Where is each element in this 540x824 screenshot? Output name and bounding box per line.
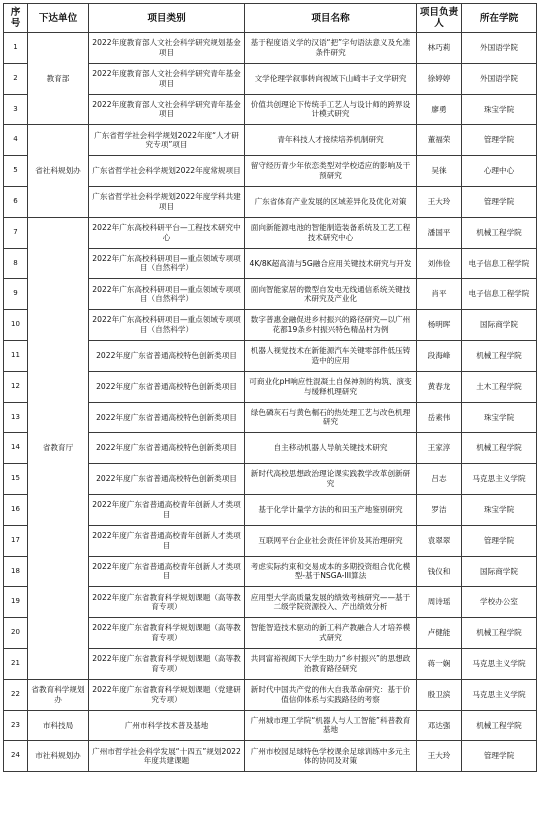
row-number: 6 xyxy=(4,186,28,217)
project-category: 2022年度广东省普通高校特色创新类项目 xyxy=(89,371,245,402)
row-number: 14 xyxy=(4,433,28,464)
project-leader: 王家淳 xyxy=(417,433,462,464)
header-row xyxy=(4,4,537,33)
project-name: 面向新能源电池的智能制造装备系统及工艺工程技术研究中心 xyxy=(245,217,417,248)
header-unit: 下达单位 xyxy=(28,4,89,33)
header-leader: 项目负责人 xyxy=(417,4,462,33)
row-number: 11 xyxy=(4,340,28,371)
college: 管理学院 xyxy=(462,525,537,556)
project-category: 2022年广东高校科研项目—重点领域专项项目（自然科学） xyxy=(89,279,245,310)
college: 管理学院 xyxy=(462,186,537,217)
project-name: 基于程度语义学的汉语“把”字句语法意义及允准条件研究 xyxy=(245,33,417,64)
project-name: 应用型大学高质量发展的绩效考核研究——基于二级学院资源投入、产出绩效分析 xyxy=(245,587,417,618)
project-name: 绿色磷灰石与黄色榍石的热处理工艺与改色机理研究 xyxy=(245,402,417,433)
project-leader: 吕志 xyxy=(417,464,462,495)
project-category: 2022年度广东省普通高校青年创新人才类项目 xyxy=(89,556,245,587)
row-number: 18 xyxy=(4,556,28,587)
project-category: 2022年度广东省普通高校青年创新人才类项目 xyxy=(89,525,245,556)
college: 心理中心 xyxy=(462,156,537,187)
issuing-unit: 省社科规划办 xyxy=(28,125,89,217)
project-name: 互联网平台企业社会责任评价及其治理研究 xyxy=(245,525,417,556)
issuing-unit: 市科技局 xyxy=(28,710,89,741)
row-number: 23 xyxy=(4,710,28,741)
project-name: 考虑实际约束和交易成本的多期投资组合优化模型-基于NSGA-III算法 xyxy=(245,556,417,587)
row-number: 2 xyxy=(4,63,28,94)
row-number: 4 xyxy=(4,125,28,156)
row-number: 10 xyxy=(4,310,28,341)
project-leader: 蒋一娴 xyxy=(417,648,462,679)
row-number: 20 xyxy=(4,618,28,649)
issuing-unit: 省教育科学规划办 xyxy=(28,679,89,710)
project-category: 2022年度广东省普通高校特色创新类项目 xyxy=(89,433,245,464)
project-leader: 廖勇 xyxy=(417,94,462,125)
project-category: 广东省哲学社会科学规划2022年度学科共建项目 xyxy=(89,186,245,217)
college: 机械工程学院 xyxy=(462,433,537,464)
row-number: 9 xyxy=(4,279,28,310)
project-name: 共同富裕视阈下大学生助力“乡村振兴”的思想政治教育路径研究 xyxy=(245,648,417,679)
project-name: 留守经历青少年依恋类型对学校适应的影响及干预研究 xyxy=(245,156,417,187)
project-leader: 董福荣 xyxy=(417,125,462,156)
table-row xyxy=(4,741,537,772)
project-name: 数字普惠金融促进乡村振兴的路径研究—以广州花都19条乡村振兴特色精品村为例 xyxy=(245,310,417,341)
header-no: 序号 xyxy=(4,4,28,33)
college: 马克思主义学院 xyxy=(462,679,537,710)
college: 外国语学院 xyxy=(462,33,537,64)
issuing-unit: 教育部 xyxy=(28,33,89,125)
table-row xyxy=(4,217,537,248)
college: 马克思主义学院 xyxy=(462,464,537,495)
project-leader: 岳素伟 xyxy=(417,402,462,433)
project-category: 2022年度教育部人文社会科学研究规划基金项目 xyxy=(89,33,245,64)
college: 国际商学院 xyxy=(462,310,537,341)
project-name: 可商业化pH响应性混凝土自保神剂的构筑、演变与缓释机理研究 xyxy=(245,371,417,402)
row-number: 13 xyxy=(4,402,28,433)
row-number: 7 xyxy=(4,217,28,248)
row-number: 12 xyxy=(4,371,28,402)
project-leader: 钱仪和 xyxy=(417,556,462,587)
project-category: 2022年度广东省普通高校特色创新类项目 xyxy=(89,402,245,433)
project-category: 广东省哲学社会科学规划2022年度常规项目 xyxy=(89,156,245,187)
project-name: 自主移动机器人导航关键技术研究 xyxy=(245,433,417,464)
project-leader: 林巧莉 xyxy=(417,33,462,64)
table-body xyxy=(4,33,537,772)
project-category: 广州市科学技术普及基地 xyxy=(89,710,245,741)
project-category: 2022年广东高校科研项目—重点领域专项项目（自然科学） xyxy=(89,310,245,341)
project-leader: 刘伟俭 xyxy=(417,248,462,279)
college: 马克思主义学院 xyxy=(462,648,537,679)
project-category: 2022年度教育部人文社会科学研究青年基金项目 xyxy=(89,63,245,94)
college: 管理学院 xyxy=(462,125,537,156)
project-name: 智能智造技术驱动的新工科产教融合人才培养模式研究 xyxy=(245,618,417,649)
row-number: 8 xyxy=(4,248,28,279)
project-name: 4K/8K超高清与5G融合应用关键技术研究与开发 xyxy=(245,248,417,279)
college: 珠宝学院 xyxy=(462,494,537,525)
issuing-unit: 市社科规划办 xyxy=(28,741,89,772)
project-category: 2022年度广东省普通高校特色创新类项目 xyxy=(89,464,245,495)
project-name: 广州城市理工学院“机器人与人工智能”科普教育基地 xyxy=(245,710,417,741)
project-leader: 殷卫滨 xyxy=(417,679,462,710)
row-number: 19 xyxy=(4,587,28,618)
table-row xyxy=(4,679,537,710)
project-category: 2022年度广东省教育科学规划课题（高等教育专项） xyxy=(89,648,245,679)
row-number: 21 xyxy=(4,648,28,679)
project-category: 2022年度广东省教育科学规划课题（党建研究专项） xyxy=(89,679,245,710)
project-name: 广东省体育产业发展的区域差异化及优化对策 xyxy=(245,186,417,217)
row-number: 17 xyxy=(4,525,28,556)
project-category: 2022年度广东省教育科学规划课题（高等教育专项） xyxy=(89,618,245,649)
project-name: 广州市校园足球特色学校课余足球训练中多元主体的协同及对策 xyxy=(245,741,417,772)
table-row xyxy=(4,33,537,64)
project-category: 2022年广东高校科研平台—工程技术研究中心 xyxy=(89,217,245,248)
project-category: 2022年广东高校科研项目—重点领域专项项目（自然科学） xyxy=(89,248,245,279)
project-leader: 王大玲 xyxy=(417,741,462,772)
project-leader: 吴徕 xyxy=(417,156,462,187)
header-college: 所在学院 xyxy=(462,4,537,33)
project-leader: 徐婷婷 xyxy=(417,63,462,94)
college: 珠宝学院 xyxy=(462,94,537,125)
project-category: 2022年度广东省教育科学规划课题（高等教育专项） xyxy=(89,587,245,618)
row-number: 15 xyxy=(4,464,28,495)
college: 机械工程学院 xyxy=(462,217,537,248)
row-number: 3 xyxy=(4,94,28,125)
project-category: 广州市哲学社会科学发展“十四五”规划2022年度共建课题 xyxy=(89,741,245,772)
project-name: 新时代中国共产党的伟大自我革命研究：基于价值信仰体系与实践路径的考察 xyxy=(245,679,417,710)
project-name: 机器人视觉技术在新能源汽车关键零部件低压铸造中的应用 xyxy=(245,340,417,371)
college: 机械工程学院 xyxy=(462,710,537,741)
project-name: 青年科技人才接续培养机制研究 xyxy=(245,125,417,156)
project-category: 2022年度广东省普通高校特色创新类项目 xyxy=(89,340,245,371)
project-name: 基于化学计量学方法的和田玉产地鉴别研究 xyxy=(245,494,417,525)
row-number: 16 xyxy=(4,494,28,525)
project-leader: 王大玲 xyxy=(417,186,462,217)
row-number: 5 xyxy=(4,156,28,187)
project-leader: 卢健能 xyxy=(417,618,462,649)
row-number: 22 xyxy=(4,679,28,710)
project-leader: 邓达强 xyxy=(417,710,462,741)
table-row xyxy=(4,710,537,741)
table-row xyxy=(4,125,537,156)
project-name: 新时代高校思想政治理论课实践教学改革创新研究 xyxy=(245,464,417,495)
project-leader: 潘国平 xyxy=(417,217,462,248)
project-leader: 黄春龙 xyxy=(417,371,462,402)
college: 电子信息工程学院 xyxy=(462,248,537,279)
project-leader: 周诗瑶 xyxy=(417,587,462,618)
project-name: 价值共创理论下传统手工艺人与设计师的跨界设计模式研究 xyxy=(245,94,417,125)
project-category: 2022年度广东省普通高校青年创新人才类项目 xyxy=(89,494,245,525)
project-leader: 袁翠翠 xyxy=(417,525,462,556)
header-category: 项目类别 xyxy=(89,4,245,33)
project-leader: 肖平 xyxy=(417,279,462,310)
college: 珠宝学院 xyxy=(462,402,537,433)
row-number: 1 xyxy=(4,33,28,64)
college: 机械工程学院 xyxy=(462,340,537,371)
college: 国际商学院 xyxy=(462,556,537,587)
college: 土木工程学院 xyxy=(462,371,537,402)
project-category: 2022年度教育部人文社会科学研究青年基金项目 xyxy=(89,94,245,125)
project-category: 广东省哲学社会科学规划2022年度“人才研究专项”项目 xyxy=(89,125,245,156)
project-table xyxy=(3,3,537,772)
project-name: 面向智能家居的微型自发电无线通信系统关键技术研究及产业化 xyxy=(245,279,417,310)
college: 电子信息工程学院 xyxy=(462,279,537,310)
header-name: 项目名称 xyxy=(245,4,417,33)
college: 学校办公室 xyxy=(462,587,537,618)
row-number: 24 xyxy=(4,741,28,772)
college: 管理学院 xyxy=(462,741,537,772)
project-leader: 罗洁 xyxy=(417,494,462,525)
college: 外国语学院 xyxy=(462,63,537,94)
college: 机械工程学院 xyxy=(462,618,537,649)
project-leader: 杨明晖 xyxy=(417,310,462,341)
project-leader: 段海峰 xyxy=(417,340,462,371)
issuing-unit: 省教育厅 xyxy=(28,217,89,679)
project-name: 文学伦理学叙事转向视域下山崎丰子文学研究 xyxy=(245,63,417,94)
